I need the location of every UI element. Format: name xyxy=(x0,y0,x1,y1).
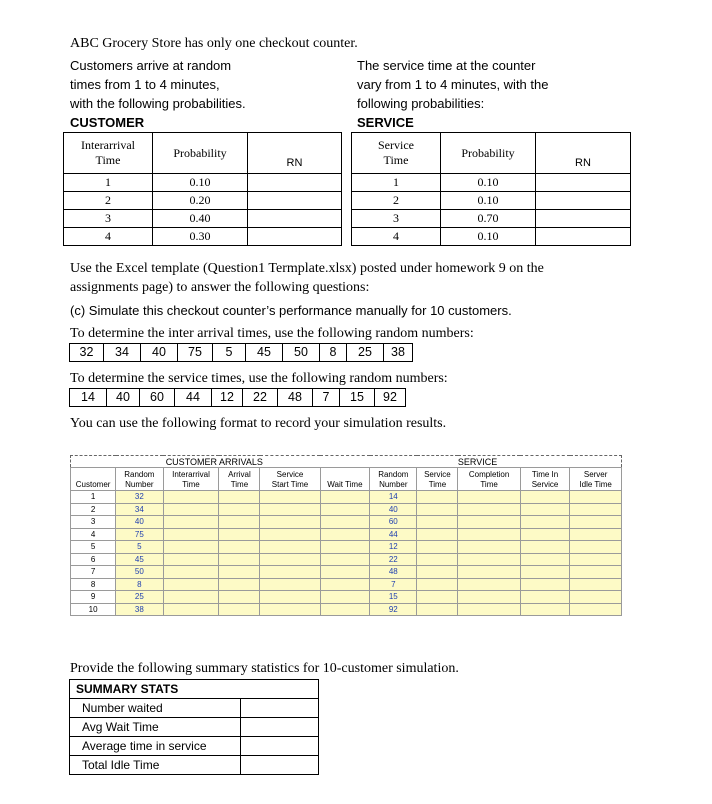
excel-note xyxy=(70,259,544,297)
summary-stats-table xyxy=(69,679,319,775)
input-cell[interactable] xyxy=(417,591,458,604)
random-number: 15 xyxy=(340,389,375,406)
random-number: 22 xyxy=(243,389,278,406)
input-cell[interactable] xyxy=(417,553,458,566)
customer-number: 4 xyxy=(71,528,116,541)
input-cell[interactable] xyxy=(260,591,320,604)
input-cell[interactable] xyxy=(320,503,370,516)
customer-title: CUSTOMER xyxy=(70,115,145,130)
rn-cell[interactable] xyxy=(536,210,631,228)
customer-number: 3 xyxy=(71,516,116,529)
table-row xyxy=(71,516,622,529)
customer-desc-line: with the following probabilities. xyxy=(70,96,246,111)
input-cell[interactable] xyxy=(520,578,570,591)
input-cell[interactable] xyxy=(520,503,570,516)
probability-header: Probability xyxy=(153,133,248,174)
input-cell[interactable] xyxy=(458,503,520,516)
table-row xyxy=(71,591,622,604)
input-cell[interactable] xyxy=(163,503,219,516)
sim-column-header: Random Number xyxy=(116,468,163,491)
table-row xyxy=(71,603,622,616)
customer-number: 6 xyxy=(71,553,116,566)
random-number: 40 xyxy=(107,389,140,406)
arrival-random-number: 32 xyxy=(116,491,163,504)
input-cell[interactable] xyxy=(520,591,570,604)
arrival-random-number: 50 xyxy=(116,566,163,579)
arrival-random-number: 45 xyxy=(116,553,163,566)
random-number: 34 xyxy=(104,344,141,361)
sim-column-header: Service Start Time xyxy=(260,468,320,491)
input-cell[interactable] xyxy=(163,566,219,579)
random-number: 44 xyxy=(175,389,212,406)
interarrival-prompt: To determine the inter arrival times, use the following random numbers: xyxy=(70,326,474,341)
input-cell[interactable] xyxy=(417,516,458,529)
excel-note-line: assignments page) to answer the following questions: xyxy=(70,280,370,295)
random-number: 14 xyxy=(70,389,107,406)
table-cell: 0.30 xyxy=(153,228,248,246)
input-cell[interactable] xyxy=(520,491,570,504)
input-cell[interactable] xyxy=(320,603,370,616)
random-number: 8 xyxy=(320,344,347,361)
input-cell[interactable] xyxy=(320,516,370,529)
input-cell[interactable] xyxy=(260,603,320,616)
random-number: 12 xyxy=(212,389,243,406)
service-random-number: 22 xyxy=(370,553,417,566)
customer-number: 1 xyxy=(71,491,116,504)
sim-column-header: Random Number xyxy=(370,468,417,491)
input-cell[interactable] xyxy=(163,591,219,604)
service-desc-line: following probabilities: xyxy=(357,96,485,111)
sim-column-header: Server Idle Time xyxy=(570,468,622,491)
arrival-random-number: 75 xyxy=(116,528,163,541)
customer-description xyxy=(70,56,246,132)
random-number: 75 xyxy=(178,344,213,361)
table-cell: 0.10 xyxy=(441,228,536,246)
input-cell[interactable] xyxy=(520,553,570,566)
input-cell[interactable] xyxy=(163,528,219,541)
random-number: 60 xyxy=(140,389,175,406)
input-cell[interactable] xyxy=(458,591,520,604)
service-time-header: Service Time xyxy=(352,133,441,174)
input-cell[interactable] xyxy=(260,541,320,554)
input-cell[interactable] xyxy=(219,578,260,591)
input-cell[interactable] xyxy=(570,603,622,616)
customer-number: 9 xyxy=(71,591,116,604)
input-cell[interactable] xyxy=(320,566,370,579)
arrival-random-number: 25 xyxy=(116,591,163,604)
service-group: SERVICE xyxy=(458,456,622,468)
table-row xyxy=(71,578,622,591)
rn-header: RN xyxy=(536,133,631,174)
random-number: 25 xyxy=(347,344,384,361)
rn-header: RN xyxy=(248,133,342,174)
input-cell[interactable] xyxy=(570,503,622,516)
customer-probability-table xyxy=(63,132,342,246)
input-cell[interactable] xyxy=(417,503,458,516)
input-cell[interactable] xyxy=(260,491,320,504)
service-random-number: 14 xyxy=(370,491,417,504)
customer-desc-line: times from 1 to 4 minutes, xyxy=(70,77,220,92)
sim-column-header: Time In Service xyxy=(520,468,570,491)
rn-cell[interactable] xyxy=(248,210,342,228)
summary-prompt: Provide the following summary statistics for 10-customer simulation. xyxy=(70,661,459,676)
input-cell[interactable] xyxy=(320,578,370,591)
arrival-random-number: 8 xyxy=(116,578,163,591)
input-cell[interactable] xyxy=(219,528,260,541)
input-cell[interactable] xyxy=(260,553,320,566)
input-cell[interactable] xyxy=(260,503,320,516)
summary-value-cell[interactable] xyxy=(241,737,319,756)
sim-column-header: Arrival Time xyxy=(219,468,260,491)
probability-header: Probability xyxy=(441,133,536,174)
input-cell[interactable] xyxy=(570,528,622,541)
summary-value-cell[interactable] xyxy=(241,756,319,775)
input-cell[interactable] xyxy=(163,578,219,591)
summary-value-cell[interactable] xyxy=(241,699,319,718)
table-cell: 0.40 xyxy=(153,210,248,228)
table-cell: 0.10 xyxy=(153,174,248,192)
input-cell[interactable] xyxy=(458,516,520,529)
input-cell[interactable] xyxy=(163,541,219,554)
rn-cell[interactable] xyxy=(536,174,631,192)
random-number: 5 xyxy=(213,344,246,361)
random-number: 32 xyxy=(70,344,104,361)
table-cell: 0.20 xyxy=(153,192,248,210)
customer-number: 5 xyxy=(71,541,116,554)
table-row xyxy=(71,541,622,554)
input-cell[interactable] xyxy=(219,516,260,529)
input-cell[interactable] xyxy=(320,528,370,541)
service-random-number: 92 xyxy=(370,603,417,616)
input-cell[interactable] xyxy=(570,491,622,504)
input-cell[interactable] xyxy=(458,566,520,579)
table-row xyxy=(71,553,622,566)
table-cell: 4 xyxy=(352,228,441,246)
input-cell[interactable] xyxy=(417,566,458,579)
input-cell[interactable] xyxy=(520,603,570,616)
service-probability-table xyxy=(351,132,631,246)
input-cell[interactable] xyxy=(417,603,458,616)
input-cell[interactable] xyxy=(417,491,458,504)
arrival-random-number: 34 xyxy=(116,503,163,516)
table-row xyxy=(71,503,622,516)
input-cell[interactable] xyxy=(219,491,260,504)
input-cell[interactable] xyxy=(570,553,622,566)
summary-title: SUMMARY STATS xyxy=(70,680,319,699)
input-cell[interactable] xyxy=(520,516,570,529)
service-description xyxy=(357,56,548,132)
sim-column-header: Wait Time xyxy=(320,468,370,491)
simulation-table xyxy=(70,455,622,616)
input-cell[interactable] xyxy=(320,491,370,504)
input-cell[interactable] xyxy=(219,566,260,579)
input-cell[interactable] xyxy=(520,528,570,541)
input-cell[interactable] xyxy=(260,566,320,579)
input-cell[interactable] xyxy=(163,603,219,616)
table-cell: 1 xyxy=(64,174,153,192)
table-cell: 2 xyxy=(64,192,153,210)
rn-cell[interactable] xyxy=(248,192,342,210)
customer-desc-line: Customers arrive at random xyxy=(70,58,232,73)
input-cell[interactable] xyxy=(260,528,320,541)
table-cell: 0.70 xyxy=(441,210,536,228)
input-cell[interactable] xyxy=(219,553,260,566)
sim-column-header: Customer xyxy=(71,468,116,491)
rn-cell[interactable] xyxy=(536,228,631,246)
table-cell: 0.10 xyxy=(441,192,536,210)
summary-label: Total Idle Time xyxy=(70,756,241,775)
table-cell: 3 xyxy=(64,210,153,228)
summary-value-cell[interactable] xyxy=(241,718,319,737)
input-cell[interactable] xyxy=(320,541,370,554)
table-row xyxy=(71,528,622,541)
service-desc-line: vary from 1 to 4 minutes, with the xyxy=(357,77,549,92)
table-cell: 4 xyxy=(64,228,153,246)
arrival-random-number: 5 xyxy=(116,541,163,554)
input-cell[interactable] xyxy=(458,578,520,591)
input-cell[interactable] xyxy=(260,578,320,591)
input-cell[interactable] xyxy=(570,516,622,529)
interarrival-header: Interarrival Time xyxy=(64,133,153,174)
part-c-text: (c) Simulate this checkout counter’s performance manually for 10 customers. xyxy=(70,303,512,318)
input-cell[interactable] xyxy=(570,566,622,579)
input-cell[interactable] xyxy=(458,541,520,554)
random-number: 38 xyxy=(391,345,405,359)
customer-number: 8 xyxy=(71,578,116,591)
input-cell[interactable] xyxy=(458,603,520,616)
service-random-number: 40 xyxy=(370,503,417,516)
rn-cell[interactable] xyxy=(248,228,342,246)
excel-note-line: Use the Excel template (Question1 Termplate.xlsx) posted under homework 9 on the xyxy=(70,261,544,276)
input-cell[interactable] xyxy=(163,553,219,566)
random-number: 7 xyxy=(313,389,340,406)
table-row xyxy=(71,491,622,504)
input-cell[interactable] xyxy=(570,541,622,554)
arrival-random-number: 38 xyxy=(116,603,163,616)
summary-label: Number waited xyxy=(70,699,241,718)
blank-cell xyxy=(71,456,116,468)
customer-number: 10 xyxy=(71,603,116,616)
random-number: 92 xyxy=(383,390,397,404)
input-cell[interactable] xyxy=(320,553,370,566)
random-number: 50 xyxy=(283,344,320,361)
input-cell[interactable] xyxy=(458,528,520,541)
random-number: 40 xyxy=(141,344,178,361)
input-cell[interactable] xyxy=(417,541,458,554)
intro-text: ABC Grocery Store has only one checkout counter. xyxy=(70,36,358,51)
sim-column-header: Service Time xyxy=(417,468,458,491)
blank-cell xyxy=(320,456,458,468)
table-cell: 0.10 xyxy=(441,174,536,192)
input-cell[interactable] xyxy=(219,503,260,516)
input-cell[interactable] xyxy=(417,528,458,541)
input-cell[interactable] xyxy=(163,491,219,504)
format-prompt: You can use the following format to record your simulation results. xyxy=(70,416,447,431)
customer-number: 7 xyxy=(71,566,116,579)
random-number: 45 xyxy=(246,344,283,361)
input-cell[interactable] xyxy=(219,541,260,554)
input-cell[interactable] xyxy=(219,603,260,616)
service-prompt: To determine the service times, use the following random numbers: xyxy=(70,371,448,386)
input-cell[interactable] xyxy=(520,541,570,554)
input-cell[interactable] xyxy=(458,553,520,566)
customer-arrivals-group: CUSTOMER ARRIVALS xyxy=(116,456,320,468)
customer-number: 2 xyxy=(71,503,116,516)
service-random-number: 44 xyxy=(370,528,417,541)
input-cell[interactable] xyxy=(163,516,219,529)
input-cell[interactable] xyxy=(417,578,458,591)
input-cell[interactable] xyxy=(320,591,370,604)
table-row xyxy=(71,566,622,579)
interarrival-random-numbers xyxy=(69,343,413,362)
sim-column-header: Completion Time xyxy=(458,468,520,491)
sim-column-header: Interarrival Time xyxy=(163,468,219,491)
input-cell[interactable] xyxy=(458,491,520,504)
service-desc-line: The service time at the counter xyxy=(357,58,536,73)
input-cell[interactable] xyxy=(219,591,260,604)
service-random-number: 60 xyxy=(370,516,417,529)
arrival-random-number: 40 xyxy=(116,516,163,529)
service-random-number: 7 xyxy=(370,578,417,591)
service-title: SERVICE xyxy=(357,115,414,130)
input-cell[interactable] xyxy=(520,566,570,579)
service-random-numbers xyxy=(69,388,406,407)
table-cell: 3 xyxy=(352,210,441,228)
rn-cell[interactable] xyxy=(536,192,631,210)
random-number: 48 xyxy=(278,389,313,406)
table-cell: 2 xyxy=(352,192,441,210)
input-cell[interactable] xyxy=(570,578,622,591)
input-cell[interactable] xyxy=(260,516,320,529)
service-random-number: 15 xyxy=(370,591,417,604)
table-cell: 1 xyxy=(352,174,441,192)
input-cell[interactable] xyxy=(570,591,622,604)
service-random-number: 12 xyxy=(370,541,417,554)
service-random-number: 48 xyxy=(370,566,417,579)
summary-label: Avg Wait Time xyxy=(70,718,241,737)
rn-cell[interactable] xyxy=(248,174,342,192)
summary-label: Average time in service xyxy=(70,737,241,756)
